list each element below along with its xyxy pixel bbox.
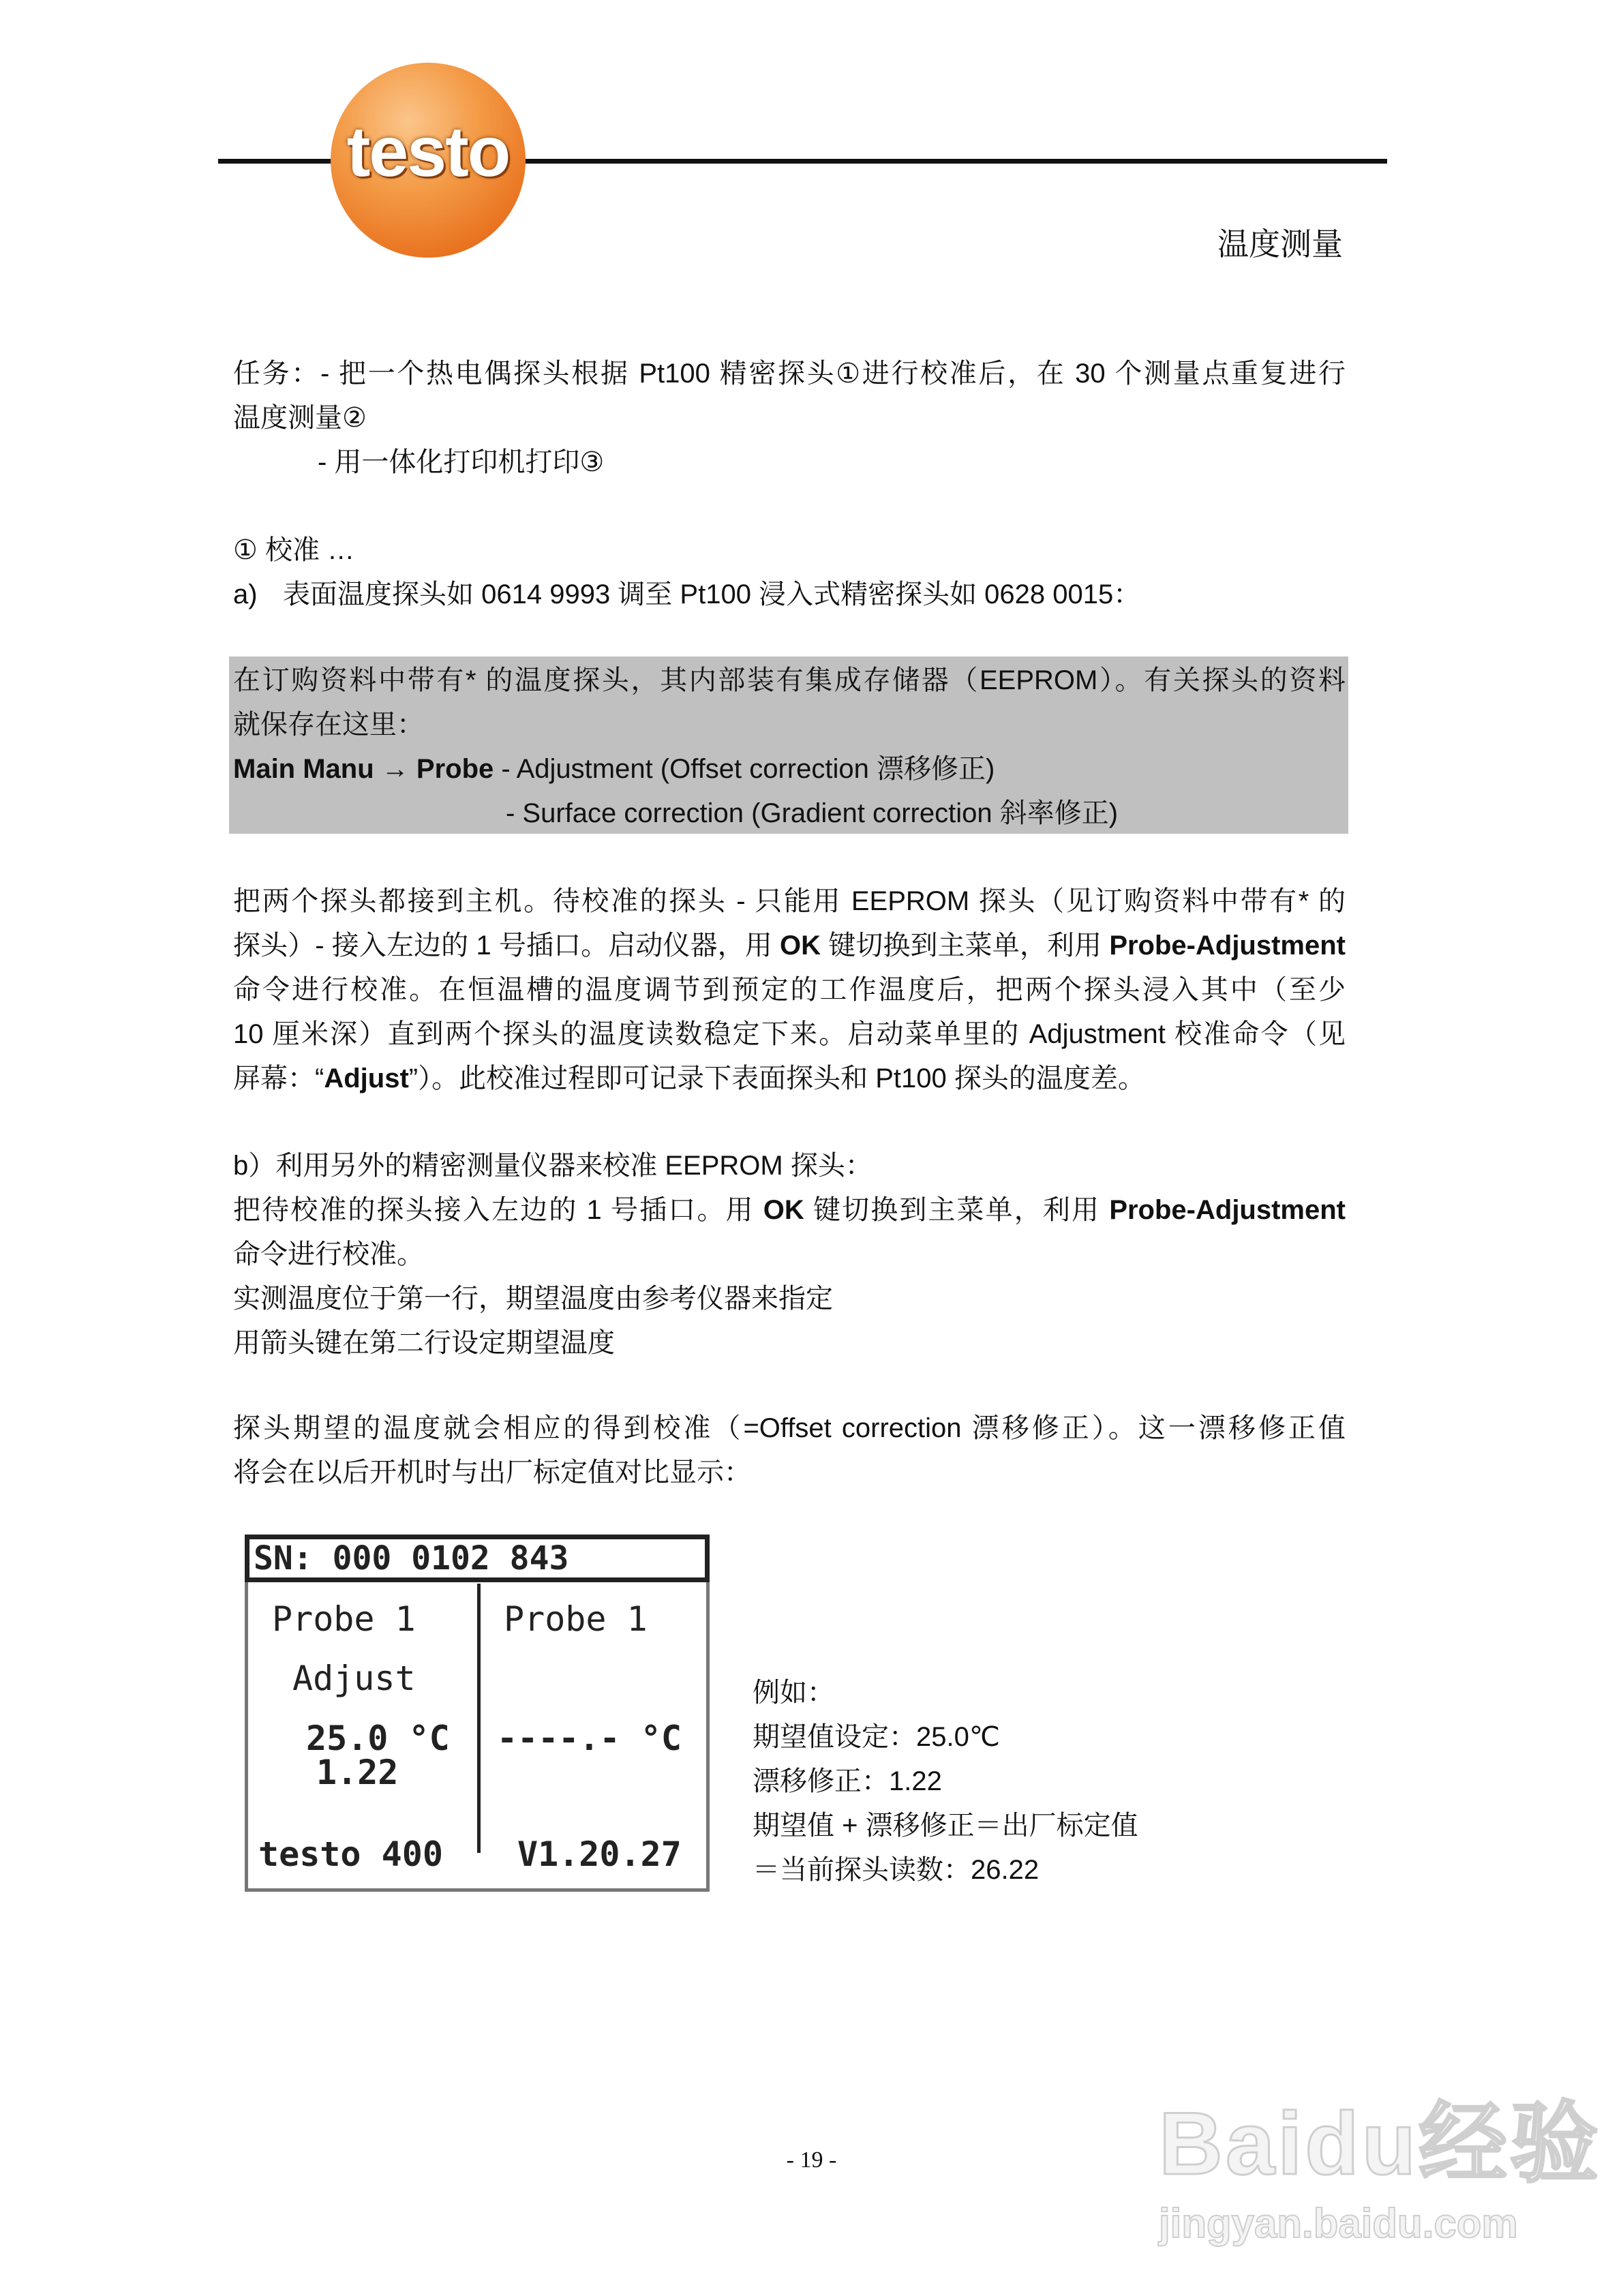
text: ”）。此校准过程即可记录下表面探头和 Pt100 探头的温度差。 [408, 1063, 1145, 1093]
para1-line-2 [233, 925, 1346, 966]
example-line-5: ＝当前探头读数：26.22 [753, 1855, 1040, 1885]
watermark-main: Baidu经验 [1159, 2094, 1602, 2193]
para2-line-3: 命令进行校准。 [233, 1239, 424, 1269]
para2-line-4: 实测温度位于第一行，期望温度由参考仪器来指定 [233, 1284, 833, 1314]
task-line-3: - 用一体化打印机打印③ [318, 447, 605, 477]
note-line-4: - Surface correction (Gradient correction 斜率修正) [506, 798, 1119, 828]
para3-line-2: 将会在以后开机时与出厂标定值对比显示： [233, 1457, 751, 1487]
para2-line-1: b）利用另外的精密测量仪器来校准 EEPROM 探头： [233, 1151, 873, 1181]
lcd-footer-version: V1.20.27 [517, 1834, 682, 1874]
probe-adjustment-cmd: Probe-Adjustment [1109, 931, 1346, 961]
lcd-left-mode: Adjust [292, 1659, 416, 1698]
menu-path-rest: - Adjustment (Offset correction 漂移修正) [494, 754, 995, 784]
example-line-1: 例如： [753, 1678, 834, 1708]
lcd-left-offset: 1.22 [316, 1753, 399, 1792]
ok-key: OK [780, 931, 821, 961]
header-rule-right [521, 159, 1387, 164]
task-line-2: 温度测量② [233, 403, 367, 433]
note-menu-path [233, 749, 995, 789]
para1-line-4: 10 厘米深）直到两个探头的温度读数稳定下来。启动菜单里的 Adjustment 校准命令（见 [233, 1019, 1346, 1049]
para2-line-5: 用箭头键在第二行设定期望温度 [233, 1328, 615, 1358]
lcd-footer-model: testo 400 [258, 1834, 443, 1874]
watermark-sub: jingyan.baidu.com [1159, 2201, 1518, 2246]
ok-key: OK [763, 1195, 804, 1225]
example-line-4: 期望值 + 漂移修正＝出厂标定值 [753, 1811, 1138, 1841]
calibration-a-label: a) [233, 579, 258, 609]
para1-line-3: 命令进行校准。在恒温槽的温度调节到预定的工作温度后，把两个探头浸入其中（至少 [233, 975, 1346, 1005]
lcd-right-title: Probe 1 [504, 1599, 648, 1639]
text: 屏幕：“ [233, 1063, 324, 1093]
lcd-divider [477, 1584, 481, 1853]
logo-text: testo [346, 112, 510, 192]
text: 键切换到主菜单，利用 [821, 931, 1110, 961]
note-line-2: 就保存在这里： [233, 710, 424, 740]
lcd-serial-number: SN: 000 0102 843 [245, 1535, 710, 1582]
page-number: - 19 - [786, 2147, 837, 2173]
calibration-a-text: 表面温度探头如 0614 9993 调至 Pt100 浸入式精密探头如 0628 0015： [283, 579, 1141, 609]
menu-path-bold: Main Manu → Probe [233, 754, 494, 784]
text: 探头）- 接入左边的 1 号插口。启动仪器，用 [233, 931, 780, 961]
text: 把待校准的探头接入左边的 1 号插口。用 [233, 1195, 763, 1225]
text: 键切换到主菜单，利用 [804, 1195, 1110, 1225]
note-line-1: 在订购资料中带有* 的温度探头，其内部装有集成存储器（EEPROM）。有关探头的资料 [233, 665, 1346, 695]
adjust-screen: Adjust [324, 1063, 409, 1093]
lcd-right-value: ----.- °C [497, 1719, 682, 1758]
para1-line-5 [233, 1058, 1145, 1099]
para3-line-1: 探头期望的温度就会相应的得到校准（=Offset correction 漂移修正）。这一漂移修正值 [233, 1413, 1346, 1443]
lcd-screen [245, 1535, 710, 1892]
baidu-watermark [1159, 2072, 1601, 2247]
example-line-2: 期望值设定：25.0℃ [753, 1722, 1000, 1752]
probe-adjustment-cmd: Probe-Adjustment [1109, 1195, 1346, 1225]
calibration-heading: ① 校准 … [233, 535, 355, 565]
para1-line-1: 把两个探头都接到主机。待校准的探头 - 只能用 EEPROM 探头（见订购资料中带有* 的 [233, 886, 1346, 916]
lcd-left-value: 25.0 °C [306, 1719, 450, 1758]
para2-line-2 [233, 1190, 1346, 1230]
task-line-1: 任务：- 把一个热电偶探头根据 Pt100 精密探头①进行校准后，在 30 个测量点重复进行 [233, 359, 1346, 389]
testo-logo [331, 63, 526, 258]
example-line-3: 漂移修正：1.22 [753, 1766, 942, 1796]
section-title: 温度测量 [1217, 226, 1343, 262]
header-rule-left [218, 159, 334, 164]
lcd-left-title: Probe 1 [272, 1599, 416, 1639]
